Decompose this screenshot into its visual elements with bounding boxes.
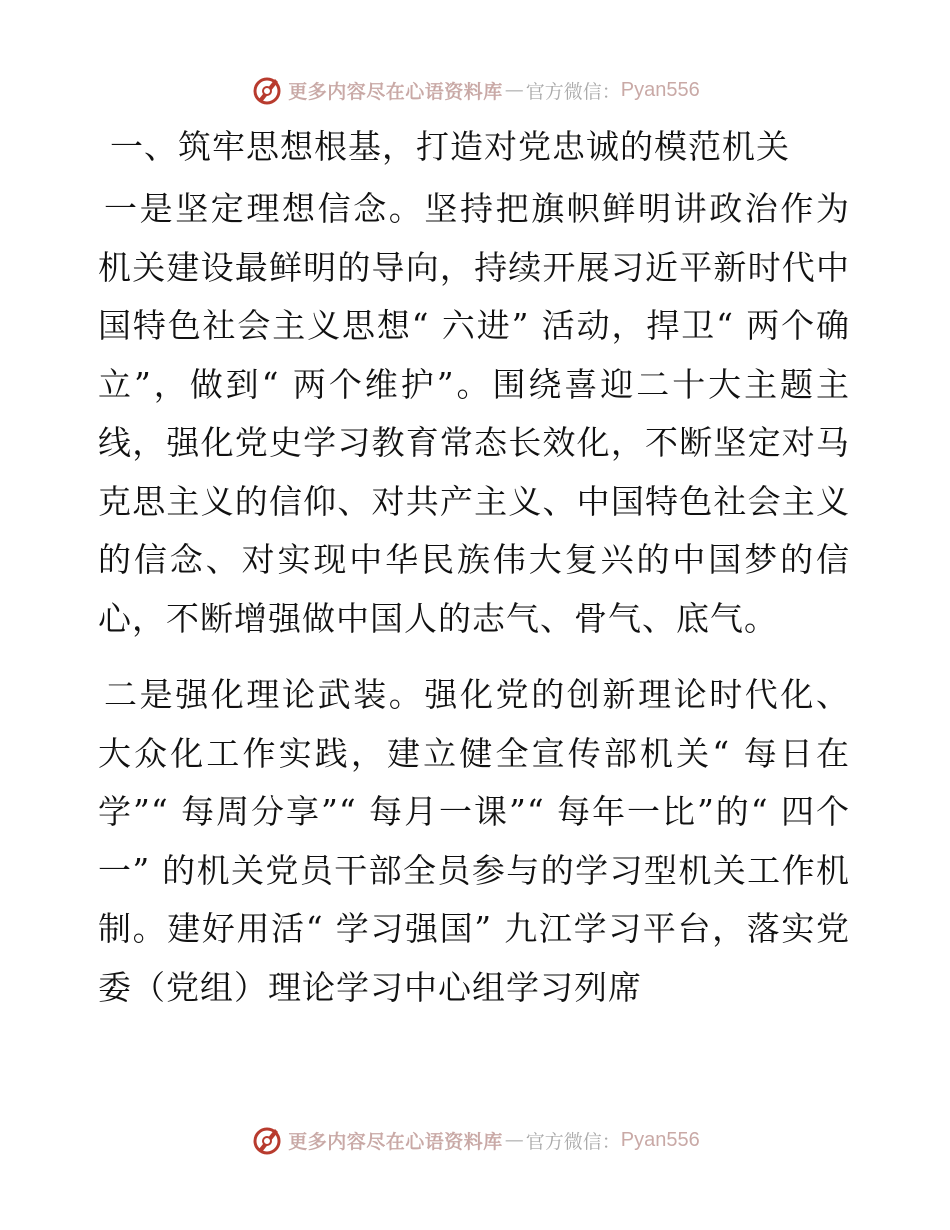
top-watermark-banner (0, 70, 950, 110)
document-body (98, 122, 850, 1035)
paragraph-1 (98, 180, 850, 648)
section-heading: 一、筑牢思想根基，打造对党忠诚的模范机关 (110, 127, 790, 166)
paragraph-2 (98, 666, 850, 1017)
banner-separator: — (504, 1129, 524, 1151)
pen-logo-icon (250, 73, 284, 107)
wechat-id: Pyan556 (620, 78, 700, 101)
wechat-label: 官方微信： (525, 1130, 621, 1153)
pen-logo-icon (250, 1123, 284, 1157)
paragraph-1-text: 一是坚定理想信念。坚持把旗帜鲜明讲政治作为机关建设最鲜明的导向，持续开展习近平新时代中国特色社会主义思想“ 六进” 活动，捍卫“ 两个确立”，做到“ 两个维护”。围绕喜迎二十大主题主线，强化党史学习教育常态长效化，不断坚定对马克思主义的信仰、对共产主义、中国特色社会主义的信念、对实现中华民族伟大复兴的中国梦的信心，不断增强做中国人的志气、骨气、底气。 (98, 189, 850, 638)
banner-separator: — (504, 79, 524, 101)
site-name-text: 更多内容尽在心语资料库 (288, 1130, 503, 1153)
site-name-text: 更多内容尽在心语资料库 (288, 80, 503, 103)
paragraph-2-text: 二是强化理论武装。强化党的创新理论时代化、大众化工作实践，建立健全宣传部机关“ 每日在学”“ 每周分享”“ 每月一课”“ 每年一比”的“ 四个一” 的机关党员干部全员参与的学习型机关工作机制。建好用活“ 学习强国” 九江学习平台，落实党委（党组）理论学习中心组学习列席 (98, 675, 850, 1007)
wechat-label: 官方微信： (525, 80, 621, 103)
bottom-watermark-banner (0, 1120, 950, 1160)
wechat-id: Pyan556 (620, 1128, 700, 1151)
